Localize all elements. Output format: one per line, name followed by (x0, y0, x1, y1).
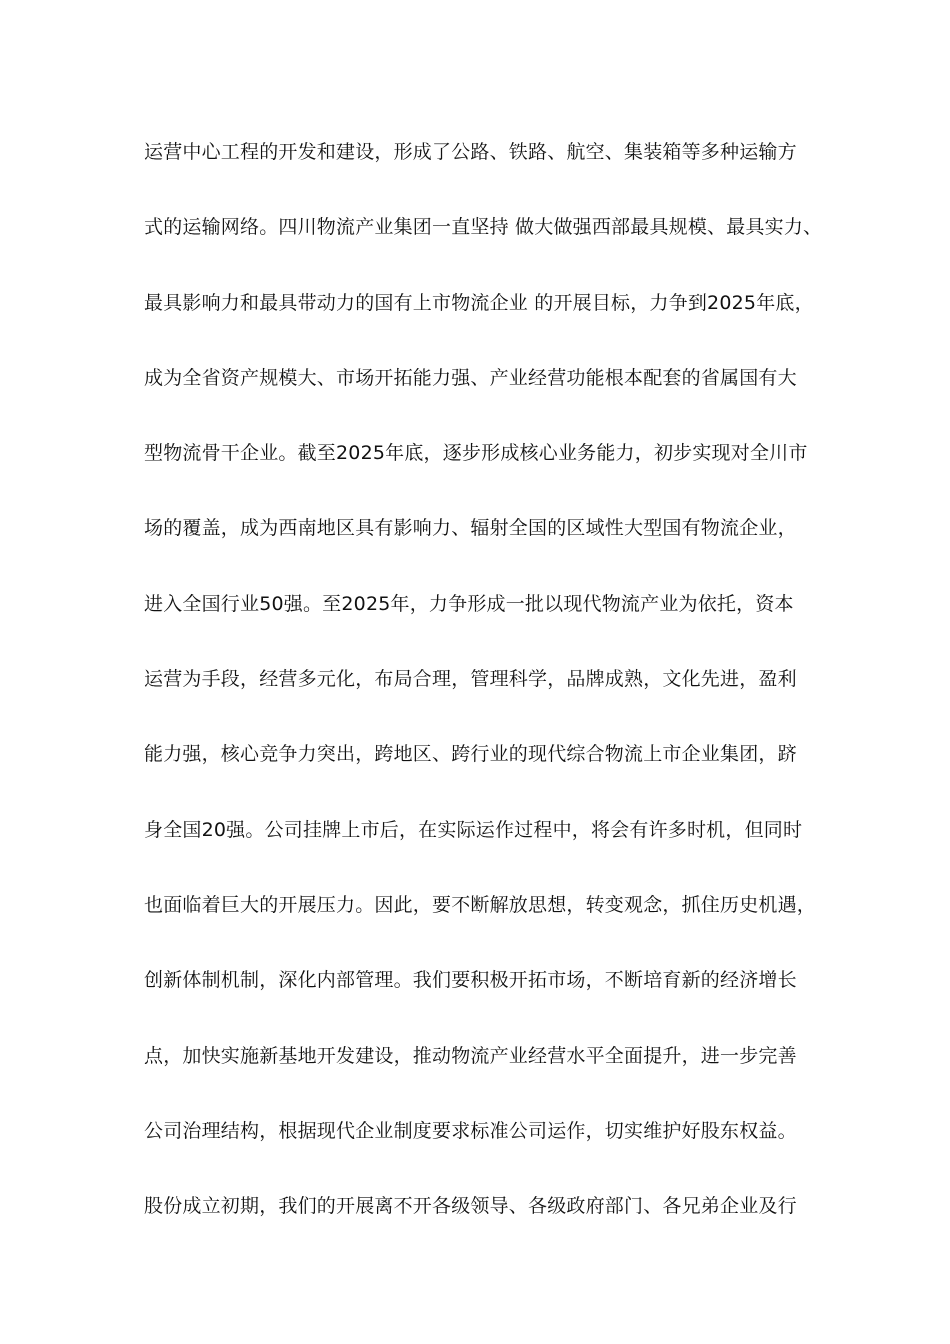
text-line: 进入全国行业50强。至2025年，力争形成一批以现代物流产业为依托，资本 (144, 592, 794, 615)
text-line: 点，加快实施新基地开发建设，推动物流产业经营水平全面提升，进一步完善 (144, 1044, 797, 1067)
text-line: 能力强，核心竞争力突出，跨地区、跨行业的现代综合物流上市企业集团，跻 (144, 743, 797, 766)
text-line: 身全国20强。公司挂牌上市后，在实际运作过程中，将会有许多时机，但同时 (144, 818, 803, 841)
text-line: 创新体制机制，深化内部管理。我们要积极开拓市场，不断培育新的经济增长 (144, 969, 797, 992)
text-line: 式的运输网络。四川物流产业集团一直坚持 做大做强西部最具规模、最具实力、 (144, 216, 823, 239)
body-text (144, 133, 824, 1262)
text-line: 场的覆盖，成为西南地区具有影响力、辐射全国的区域性大型国有物流企业， (144, 517, 797, 540)
text-line: 公司治理结构，根据现代企业制度要求标准公司运作，切实维护好股东权益。 (144, 1119, 797, 1142)
text-line: 成为全省资产规模大、市场开拓能力强、产业经营功能根本配套的省属国有大 (144, 366, 797, 389)
text-line: 股份成立初期，我们的开展离不开各级领导、各级政府部门、各兄弟企业及行 (144, 1195, 797, 1218)
text-line: 型物流骨干企业。截至2025年底，逐步形成核心业务能力，初步实现对全川市 (144, 442, 808, 465)
text-line: 运营为手段，经营多元化，布局合理，管理科学，品牌成熟，文化先进，盈利 (144, 668, 797, 691)
text-line: 最具影响力和最具带动力的国有上市物流企业 的开展目标，力争到2025年底， (144, 291, 814, 314)
text-line: 运营中心工程的开发和建设，形成了公路、铁路、航空、集装箱等多种运输方 (144, 141, 797, 163)
text-line: 也面临着巨大的开展压力。因此，要不断解放思想，转变观念，抓住历史机遇， (144, 893, 817, 916)
